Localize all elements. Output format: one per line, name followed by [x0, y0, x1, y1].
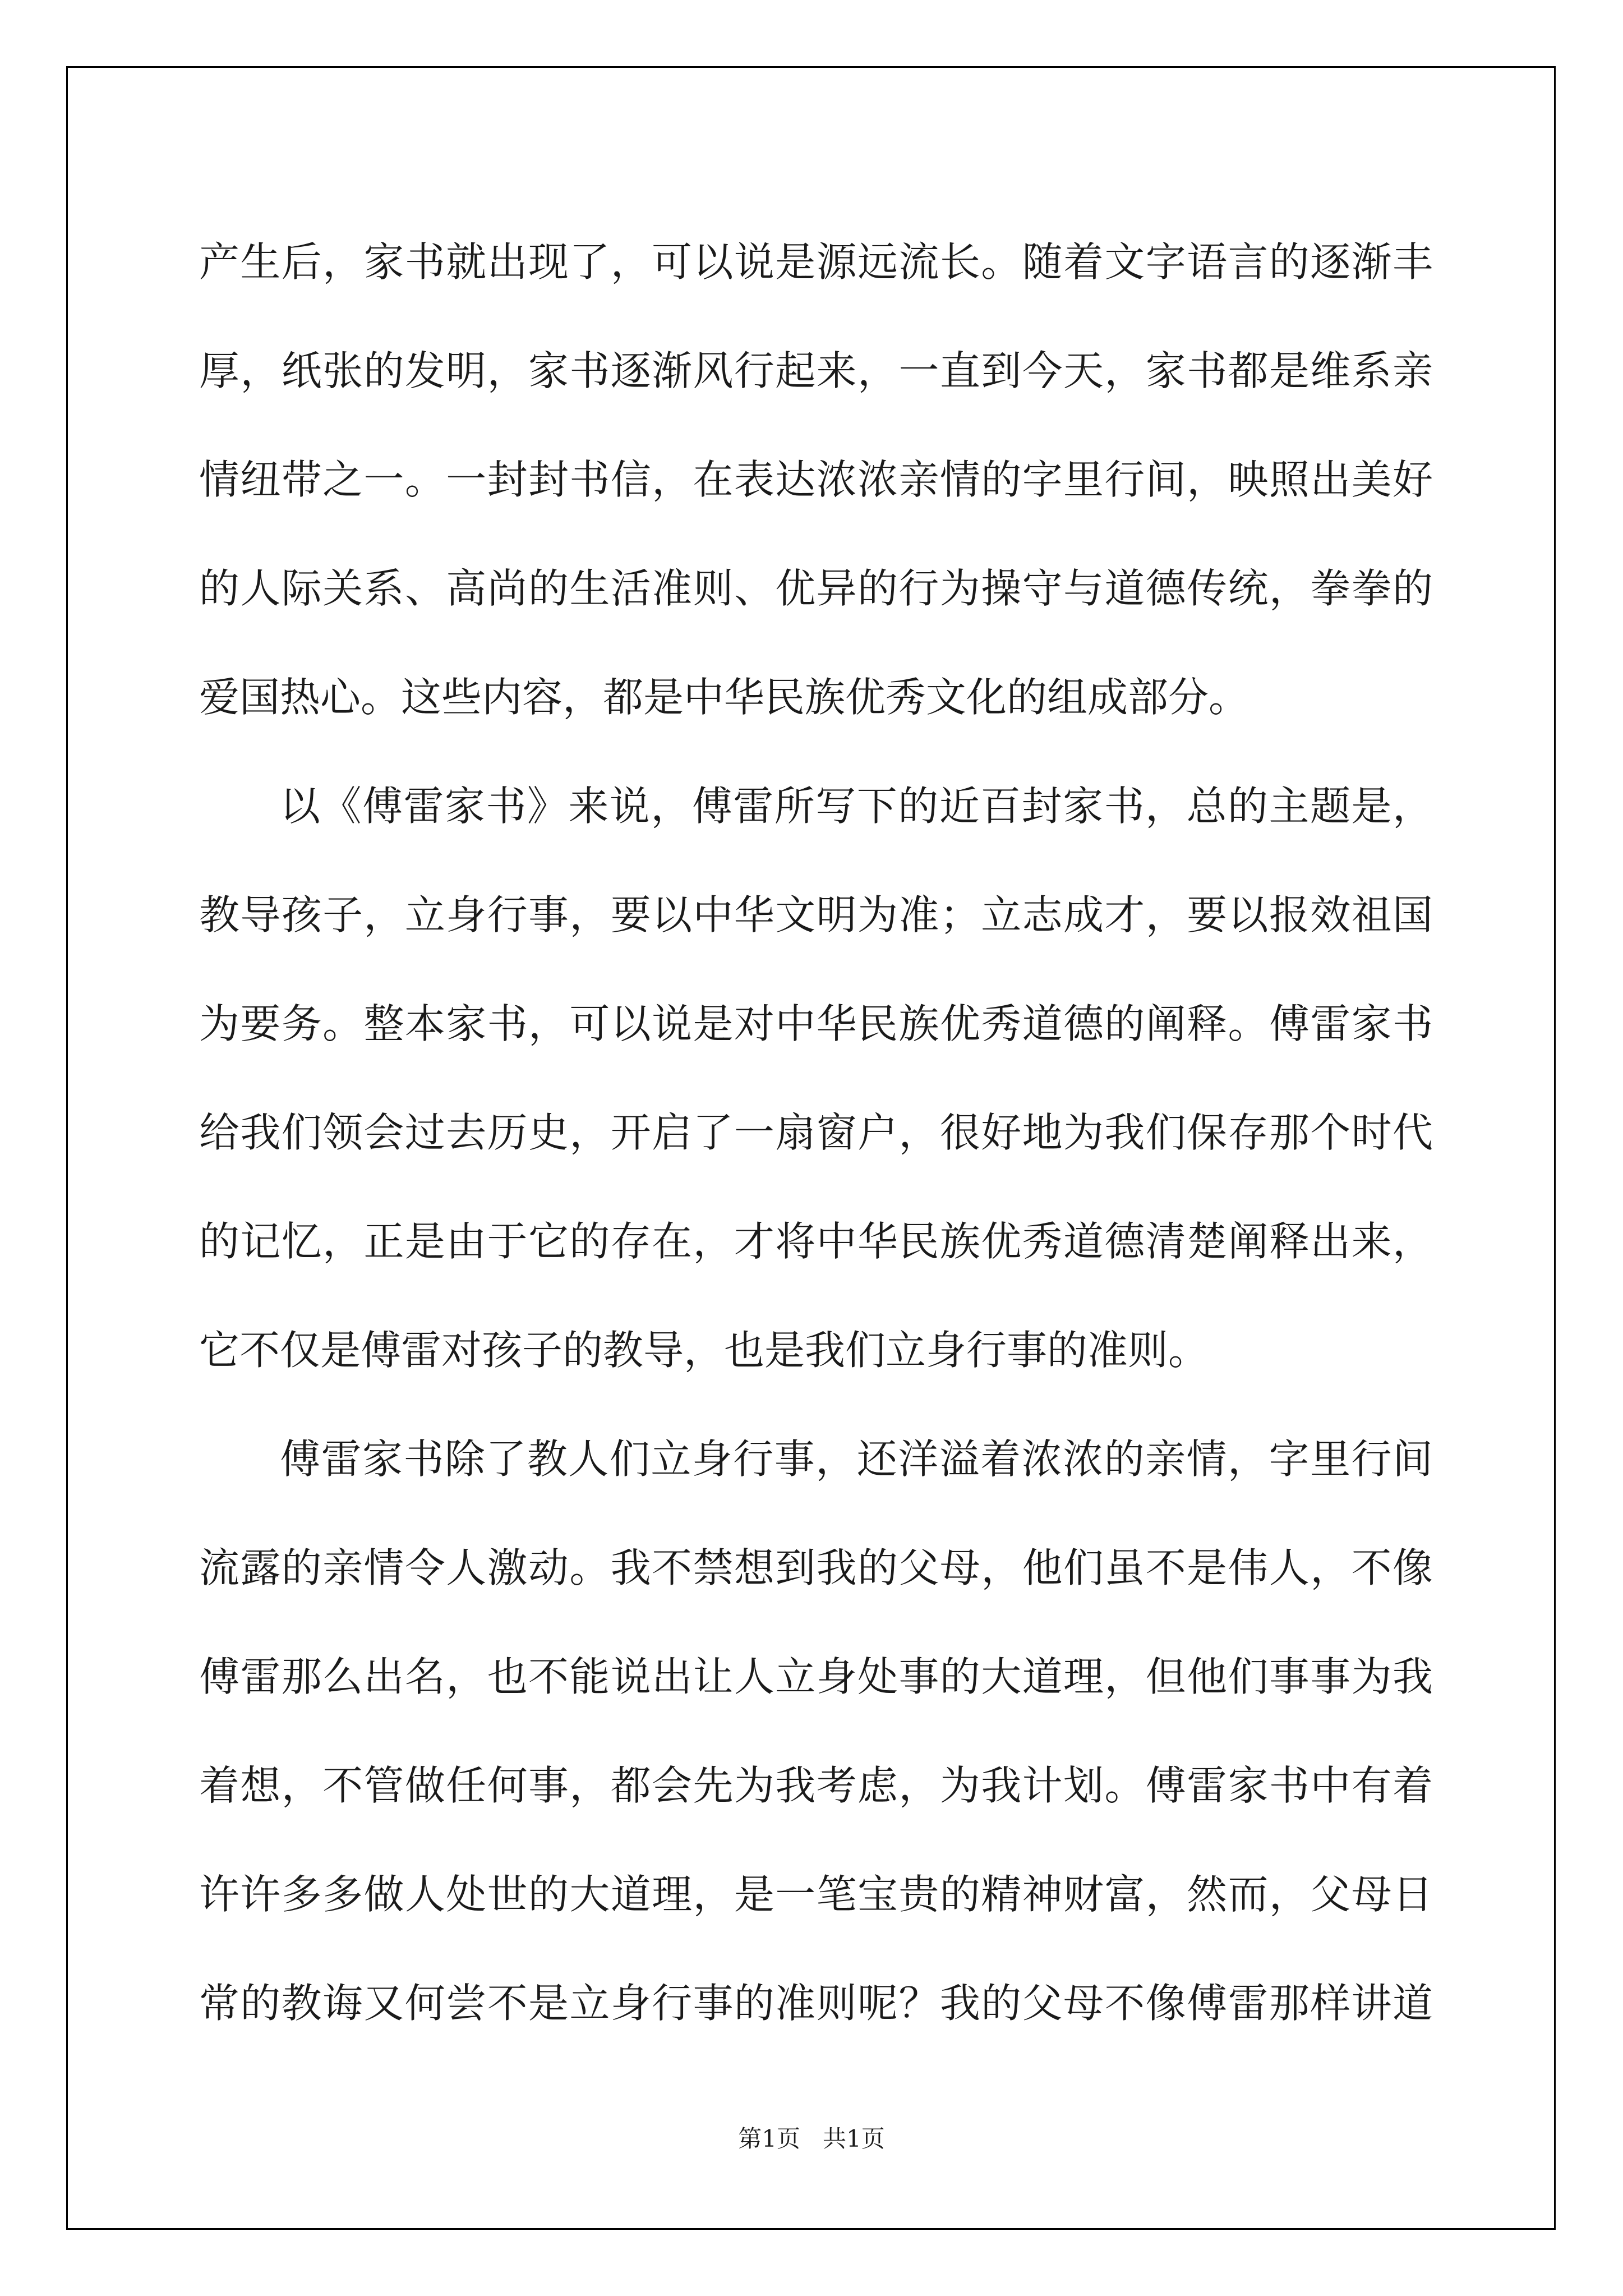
text-line: 着想，不管做任何事，都会先为我考虑，为我计划。傅雷家书中有着	[199, 1762, 1433, 1809]
text-line: 教导孩子，立身行事，要以中华文明为准；立志成才，要以报效祖国	[199, 891, 1433, 938]
text-line: 给我们领会过去历史，开启了一扇窗户，很好地为我们保存那个时代	[199, 1109, 1433, 1156]
paragraph-first-line: 傅雷家书除了教人们立身行事，还洋溢着浓浓的亲情，字里行间	[280, 1435, 1433, 1483]
text-line: 傅雷那么出名，也不能说出让人立身处事的大道理，但他们事事为我	[199, 1653, 1433, 1700]
text-line: 的记忆，正是由于它的存在，才将中华民族优秀道德清楚阐释出来，	[199, 1218, 1433, 1265]
text-line: 爱国热心。这些内容，都是中华民族优秀文化的组成部分。	[199, 674, 1249, 721]
document-body	[199, 208, 1433, 2058]
page-footer: 第1页 共1页	[738, 2125, 885, 2152]
text-line: 流露的亲情令人激动。我不禁想到我的父母，他们虽不是伟人，不像	[199, 1544, 1433, 1591]
text-line: 产生后，家书就出现了，可以说是源远流长。随着文字语言的逐渐丰	[199, 238, 1433, 286]
text-line: 的人际关系、高尚的生活准则、优异的行为操守与道德传统，拳拳的	[199, 565, 1433, 612]
text-line: 它不仅是傅雷对孩子的教导，也是我们立身行事的准则。	[199, 1327, 1209, 1374]
text-line: 许许多多做人处世的大道理，是一笔宝贵的精神财富，然而，父母日	[199, 1871, 1433, 1918]
text-line: 厚，纸张的发明，家书逐渐风行起来，一直到今天，家书都是维系亲	[199, 347, 1433, 394]
text-line: 为要务。整本家书，可以说是对中华民族优秀道德的阐释。傅雷家书	[199, 1000, 1433, 1047]
text-line: 情纽带之一。一封封书信，在表达浓浓亲情的字里行间，映照出美好	[199, 456, 1433, 503]
text-line: 常的教诲又何尝不是立身行事的准则呢？我的父母不像傅雷那样讲道	[199, 1980, 1433, 2027]
paragraph-first-line: 以《傅雷家书》来说，傅雷所写下的近百封家书，总的主题是，	[280, 783, 1433, 830]
